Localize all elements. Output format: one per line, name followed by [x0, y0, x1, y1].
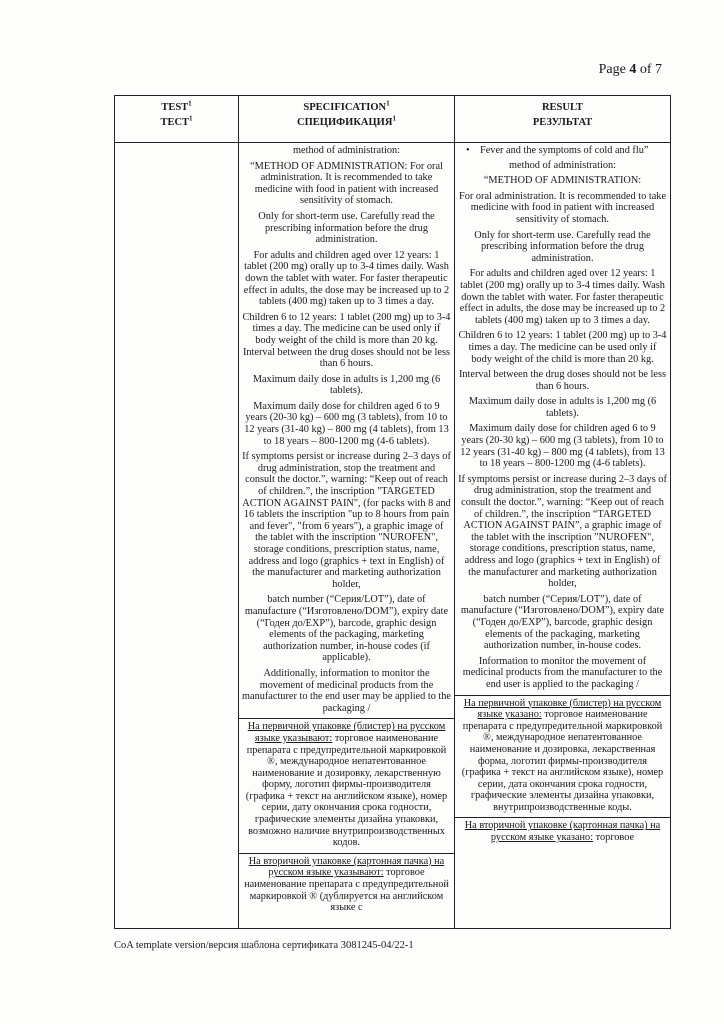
- spec-ru-secondary-text: торговое наименование препарата с предупредительной маркировкой ® (дублируется на английском языке с: [244, 867, 449, 914]
- header-spec-ru: СПЕЦИФИКАЦИЯ: [297, 117, 393, 128]
- spec-paragraph: Only for short-term use. Carefully read the prescribing information before the drug administration.: [258, 210, 435, 246]
- result-ru-primary-text: торговое наименование препарата с предупредительной маркировкой ®, международное непатентованное наименование и дозировка, лекарственная форма, логотип фирмы-производителя (графика + текст на английском языке), номер серии, дата окончания срока годности, графические элементы дизайна упаковки, внутрипроизводственные коды.: [461, 709, 664, 813]
- page-of-label: of: [639, 62, 652, 77]
- table-header-row: [115, 96, 671, 143]
- result-paragraphs: [458, 160, 667, 691]
- result-bullets: [464, 145, 667, 157]
- spec-paragraph: batch number (“Серия/LOT”), date of manufacture (“Изготовлено/DOM”), expiry date (“Годен до/EXP”), barcode, graphic design elements of the packaging, marketing authorization number, in-house codes (if applicable).: [244, 594, 449, 664]
- list-item: • Fever and the symptoms of cold and flu”: [464, 145, 667, 157]
- cell-divider: [239, 718, 454, 719]
- result-paragraph: If symptoms persist or increase during 2–3 days of drug administration, stop the treatment and consult the doctor.”, warning: “Keep out of reach of children.”, the inscription “TARGETED ACTION AGAINST PAIN”, a graphic image of the tablet with the inscription "NUROFEN", storage conditions, prescription status, name, address and logo (graphics + text in English) of the manufacturer and marketing authorization holder,: [458, 473, 667, 590]
- header-result-en: RESULT: [541, 102, 584, 113]
- spec-ru-primary: [242, 721, 451, 849]
- page-current: 4: [629, 62, 637, 77]
- result-paragraph: method of administration:: [509, 159, 616, 171]
- result-paragraph: Maximum daily dose for children aged 6 to 9 years (20-30 kg) – 600 mg (3 tablets), from 10 to 12 years (31-40 kg) – 800 mg (4 tablets), from 13 to 18 years – 800-1200 mg (4-6 tablets).: [460, 423, 665, 470]
- header-test-ru: ТЕСТ: [160, 117, 190, 128]
- result-paragraph: Information to monitor the movement of medicinal products from the manufacturer to the end user is applied to the packaging /: [462, 655, 663, 690]
- result-paragraph: Maximum daily dose in adults is 1,200 mg (6 tablets).: [468, 396, 657, 419]
- coa-table: [114, 95, 671, 929]
- header-test-en: TEST: [161, 102, 189, 113]
- result-paragraph: Interval between the drug doses should not be less than 6 hours.: [458, 369, 667, 392]
- result-paragraph: batch number (“Серия/LOT”), date of manufacture (“Изготовлено/DOM”), expiry date (“Годен до/EXP”), barcode, graphic design elements of the packaging, marketing authorization number, in-house codes.: [460, 593, 665, 652]
- spec-paragraph: “METHOD OF ADMINISTRATION: For oral administration. It is recommended to take medicine with food in patient with increased sensitivity of stomach.: [250, 160, 443, 207]
- spec-paragraph: For adults and children aged over 12 years: 1 tablet (200 mg) orally up to 3-4 times daily. Wash down the tablet with water. For faster therapeutic effect in adults, the dose may be increased up to 2 tablets (400 mg) taken up to 3 times a day.: [243, 249, 450, 308]
- spec-paragraph: Children 6 to 12 years: 1 tablet (200 mg) up to 3-4 times a day. The medicine can be used only if body weight of the child is more than 20 kg. Interval between the drug doses should not be less than 6 hours.: [242, 311, 451, 370]
- header-result-ru: РЕЗУЛЬТАТ: [532, 117, 593, 128]
- spec-paragraphs: [242, 145, 451, 714]
- specification-cell: [239, 143, 455, 929]
- result-paragraph: “METHOD OF ADMINISTRATION:: [483, 175, 642, 187]
- result-paragraph: Only for short-term use. Carefully read the prescribing information before the drug administration.: [474, 229, 651, 264]
- spec-ru-secondary: [242, 856, 451, 914]
- footnote-mark: 1: [386, 99, 390, 108]
- header-test: [115, 96, 239, 143]
- spec-ru-secondary-heading: На вторичной упаковке (картонная пачка) на русском языке указывают:: [248, 855, 445, 879]
- page-number: [599, 62, 662, 78]
- result-ru-primary-heading: На первичной упаковке (блистер) на русском языке указано:: [463, 697, 662, 721]
- page-total: 7: [655, 62, 662, 77]
- result-ru-secondary: [458, 820, 667, 843]
- spec-paragraph: Maximum daily dose in adults is 1,200 mg (6 tablets).: [252, 373, 441, 397]
- result-ru-primary: [458, 698, 667, 814]
- footnote-mark: 1: [189, 114, 193, 123]
- page-label: Page: [598, 62, 626, 77]
- footer-template-version: CoA template version/версия шаблона сертификата 3081245-04/22-1: [114, 940, 414, 951]
- result-ru-secondary-text: торговое: [593, 832, 635, 844]
- spec-paragraph: method of administration:: [293, 145, 400, 156]
- cell-divider: [455, 695, 670, 696]
- footnote-mark: 1: [392, 114, 396, 123]
- spec-paragraph: If symptoms persist or increase during 2–3 days of drug administration, stop the treatment and consult the doctor.”, warning: “Keep out of reach of children.”, the inscription "TARGETED ACTION AGAINST PAIN", (for packs with 8 and 16 tablets the inscription "up to 8 hours from pain and fever", "from 6 years"), a graphic image of the tablet with the inscription "NUROFEN", storage conditions, prescription status, name, address and logo (graphics + text in English) of the manufacturer and marketing authorization holder,: [242, 451, 451, 590]
- header-result: [455, 96, 671, 143]
- result-paragraph: Children 6 to 12 years: 1 tablet (200 mg) up to 3-4 times a day. The medicine can be used only if body weight of the child is more than 20 kg.: [458, 330, 667, 365]
- table-row: [115, 143, 671, 929]
- cell-divider: [455, 817, 670, 818]
- test-cell: [115, 143, 239, 929]
- spec-paragraph: Additionally, information to monitor the movement of medicinal products from the manufacturer to the end user may be applied to the packaging /: [242, 667, 452, 714]
- spec-ru-primary-heading: На первичной упаковке (блистер) на русском языке указывают:: [247, 721, 446, 744]
- spec-paragraph: Maximum daily dose for children aged 6 to 9 years (20-30 kg) – 600 mg (3 tablets), from 10 to 12 years (31-40 kg) – 800 mg (4 tablets), from 13 to 18 years – 800-1200 mg (4-6 tablets).: [244, 400, 449, 447]
- result-paragraph: For adults and children aged over 12 years: 1 tablet (200 mg) orally up to 3-4 times daily. Wash down the tablet with water. For faster therapeutic effect in adults, the dose may be increased up to 2 tablets (400 mg) taken up to 3 times a day.: [459, 268, 666, 326]
- footnote-mark: 1: [188, 99, 192, 108]
- cell-divider: [239, 853, 454, 854]
- header-specification: [239, 96, 455, 143]
- header-spec-en: SPECIFICATION: [303, 102, 387, 113]
- spec-ru-primary-text: торговое наименование препарата с предупредительной маркировкой ®, международное непатентованное наименование и дозировку, лекарственную форму, логотип фирмы-производителя (графика + текст на английском языке), номер серии, дату окончания срока годности, графические элементы дизайна упаковки, возможно наличие внутрипроизводственных кодов.: [245, 732, 448, 849]
- result-ru-secondary-heading: На вторичной упаковке (картонная пачка) на русском языке указано:: [464, 820, 661, 844]
- result-cell: [455, 143, 671, 929]
- result-paragraph: For oral administration. It is recommended to take medicine with food in patient with increased sensitivity of stomach.: [458, 190, 667, 225]
